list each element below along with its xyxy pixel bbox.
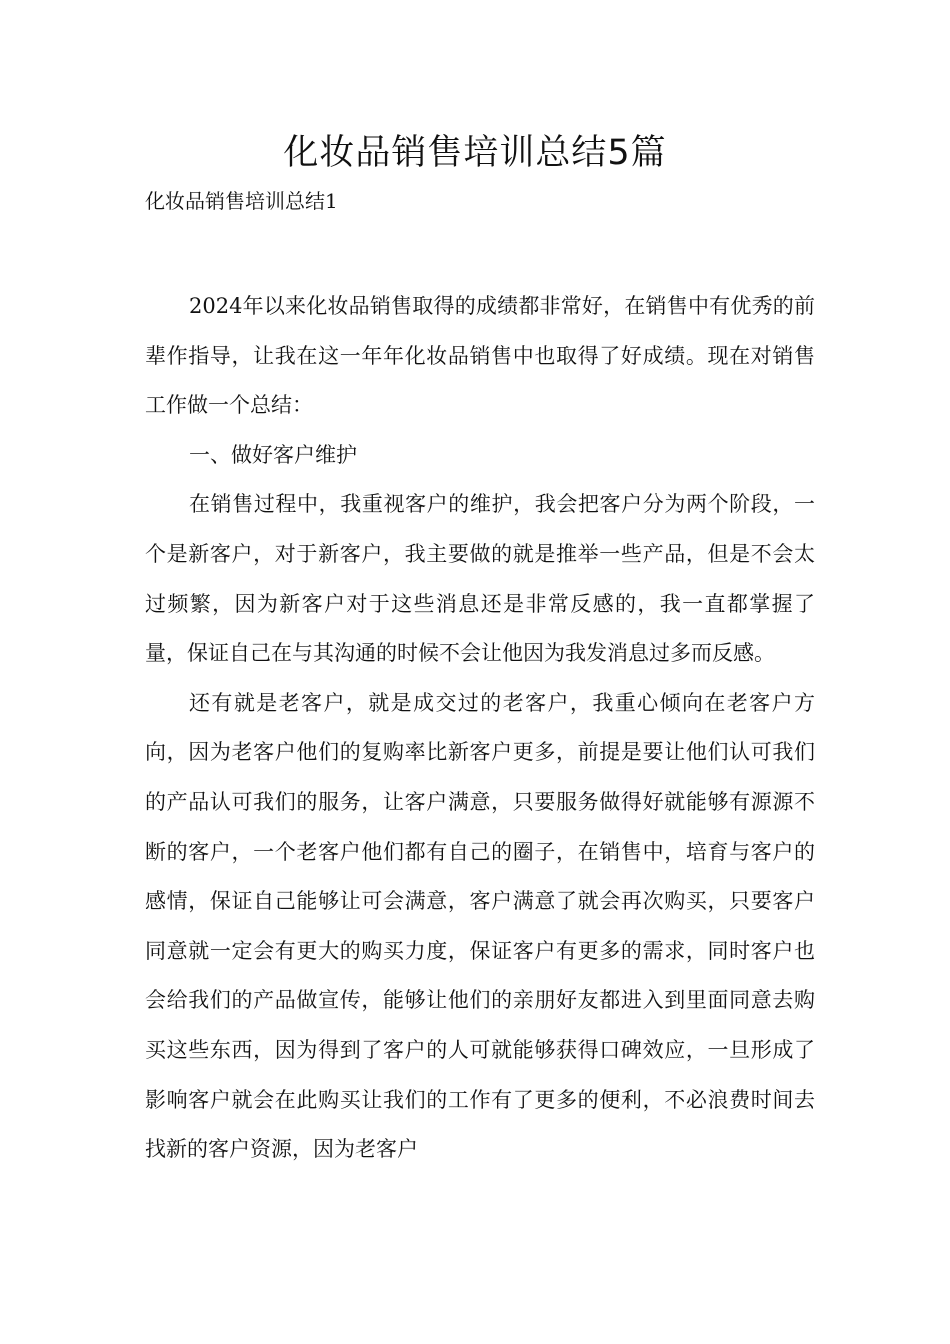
section-subtitle: 化妆品销售培训总结1 (145, 189, 338, 213)
section-heading: 一、做好客户维护 (189, 442, 357, 467)
intro-paragraph: 2024年以来化妆品销售取得的成绩都非常好，在销售中有优秀的前辈作指导，让我在这一年年化妆品销售中也取得了好成绩。现在对销售工作做一个总结： (145, 294, 815, 418)
document-title: 化妆品销售培训总结5篇 (283, 133, 667, 173)
body-paragraph: 在销售过程中，我重视客户的维护，我会把客户分为两个阶段，一个是新客户，对于新客户，我主要做的就是推举一些产品，但是不会太过频繁，因为新客户对于这些消息还是非常反感的，我一直都掌握了量，保证自己在与其沟通的时候不会让他因为我发消息过多而反感。 (145, 492, 815, 666)
document-body (145, 282, 815, 1175)
body-paragraph: 还有就是老客户，就是成交过的老客户，我重心倾向在老客户方向，因为老客户他们的复购率比新客户更多，前提是要让他们认可我们的产品认可我们的服务，让客户满意，只要服务做得好就能够有源源不断的客户，一个老客户他们都有自己的圈子，在销售中，培育与客户的感情，保证自己能够让可会满意，客户满意了就会再次购买，只要客户同意就一定会有更大的购买力度，保证客户有更多的需求，同时客户也会给我们的产品做宣传，能够让他们的亲朋好友都进入到里面同意去购买这些东西，因为得到了客户的人可就能够获得口碑效应，一旦形成了影响客户就会在此购买让我们的工作有了更多的便利，不必浪费时间去找新的客户资源，因为老客户 (145, 690, 815, 1162)
